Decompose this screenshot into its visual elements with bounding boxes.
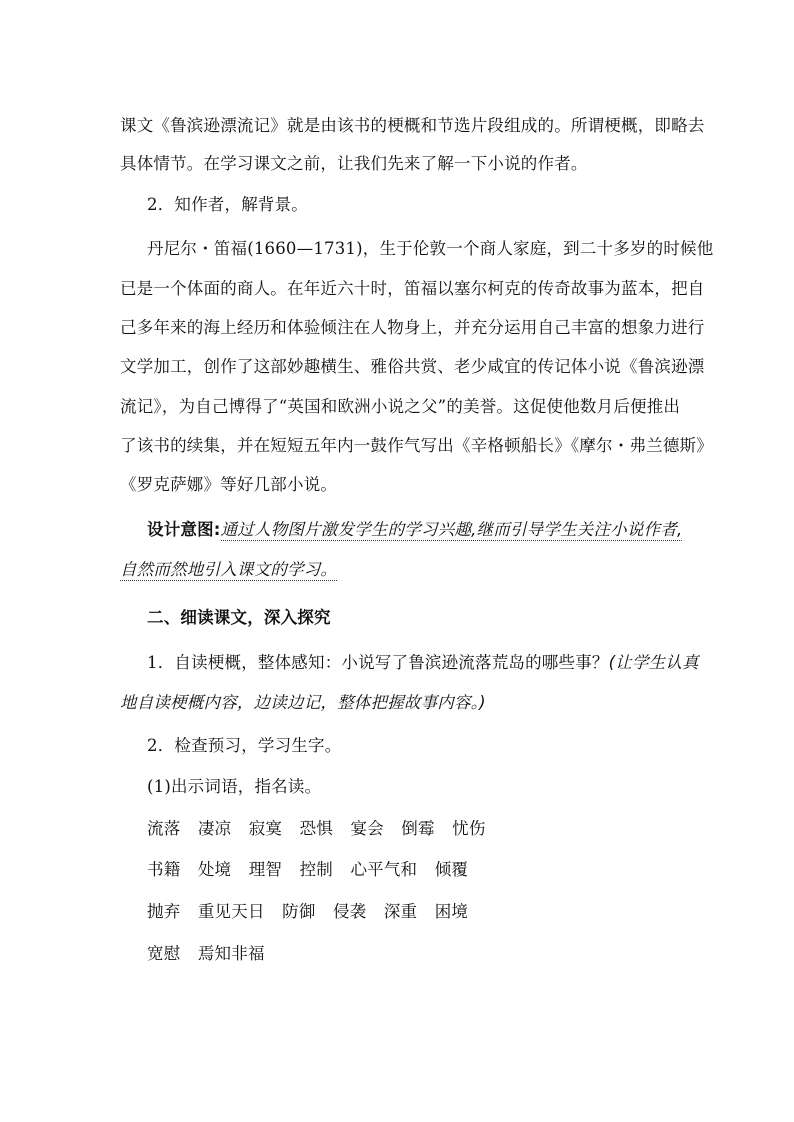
vocab-word: 控制 [299, 860, 333, 879]
vocab-word: 宴会 [350, 819, 384, 838]
word-row [147, 858, 680, 882]
section-heading: 二、细读课文，深入探究 [147, 608, 331, 627]
vocab-word: 焉知非福 [197, 944, 265, 963]
paragraph-line: 己多年来的海上经历和体验倾注在人物身上，并充分运用自己丰富的想象力进行 [120, 318, 705, 337]
word-row [147, 817, 680, 841]
teacher-note: (让学生认真 [608, 653, 699, 672]
vocab-word: 凄凉 [197, 819, 232, 838]
vocab-word: 心平气和 [350, 860, 418, 879]
paragraph-line [147, 651, 699, 675]
word-row [147, 942, 680, 966]
vocab-word: 抛弃 [147, 902, 181, 921]
vocab-word: 处境 [197, 860, 232, 879]
design-intent-text: 通过人物图片激发学生的学习兴趣,继而引导学生关注小说作者, [220, 520, 683, 539]
vocab-word: 防御 [282, 902, 316, 921]
vocab-word: 侵袭 [332, 902, 367, 921]
vocab-word: 恐惧 [299, 819, 333, 838]
vocab-word: 倒霉 [401, 819, 435, 838]
paragraph-line: 课文《鲁滨逊漂流记》就是由该书的梗概和节选片段组成的。所谓梗概，即略去 [120, 116, 705, 135]
vocab-word: 理智 [248, 860, 283, 879]
paragraph-line: 具体情节。在学习课文之前，让我们先来了解一下小说的作者。 [120, 154, 588, 173]
vocab-word: 深重 [383, 902, 418, 921]
vocab-word: 书籍 [147, 860, 181, 879]
design-intent [147, 518, 683, 542]
vocab-word: 宽慰 [147, 944, 181, 963]
word-row [147, 900, 680, 924]
vocab-word: 困境 [434, 902, 469, 921]
paragraph-line: 《罗克萨娜》等好几部小说。 [120, 475, 338, 494]
subheading-preview: 2．检查预习，学习生字。 [147, 736, 342, 755]
paragraph-line: 已是一个体面的商人。在年近六十时，笛福以塞尔柯克的传奇故事为蓝本，把自 [120, 279, 705, 298]
vocab-word: 忧伤 [452, 819, 486, 838]
vocab-word: 流落 [147, 819, 181, 838]
paragraph-line: 流记》，为自己博得了“英国和欧洲小说之父”的美誉。这促使他数月后便推出 [120, 397, 681, 416]
subheading-author: 2．知作者，解背景。 [147, 195, 308, 214]
question-text: 1．自读梗概，整体感知：小说写了鲁滨逊流落荒岛的哪些事？ [147, 653, 609, 672]
paragraph-line: 文学加工，创作了这部妙趣横生、雅俗共赏、老少咸宜的传记体小说《鲁滨逊漂 [120, 357, 705, 376]
vocab-word: 寂寞 [248, 819, 283, 838]
subheading-words: (1)出示词语，指名读。 [147, 777, 322, 796]
vocab-word: 倾覆 [434, 860, 469, 879]
design-intent-label: 设计意图: [147, 520, 221, 539]
design-intent-text: 自然而然地引入课文的学习。 [120, 560, 338, 579]
paragraph-line: 丹尼尔・笛福(1660—1731)，生于伦敦一个商人家庭，到二十多岁的时候他 [147, 239, 714, 258]
paragraph-line: 了该书的续集，并在短短五年内一鼓作气写出《辛格顿船长》《摩尔・弗兰德斯》 [120, 436, 713, 455]
vocab-word: 重见天日 [197, 902, 265, 921]
teacher-note: 地自读梗概内容，边读边记，整体把握故事内容。) [120, 693, 486, 712]
design-intent-continued [120, 558, 680, 582]
